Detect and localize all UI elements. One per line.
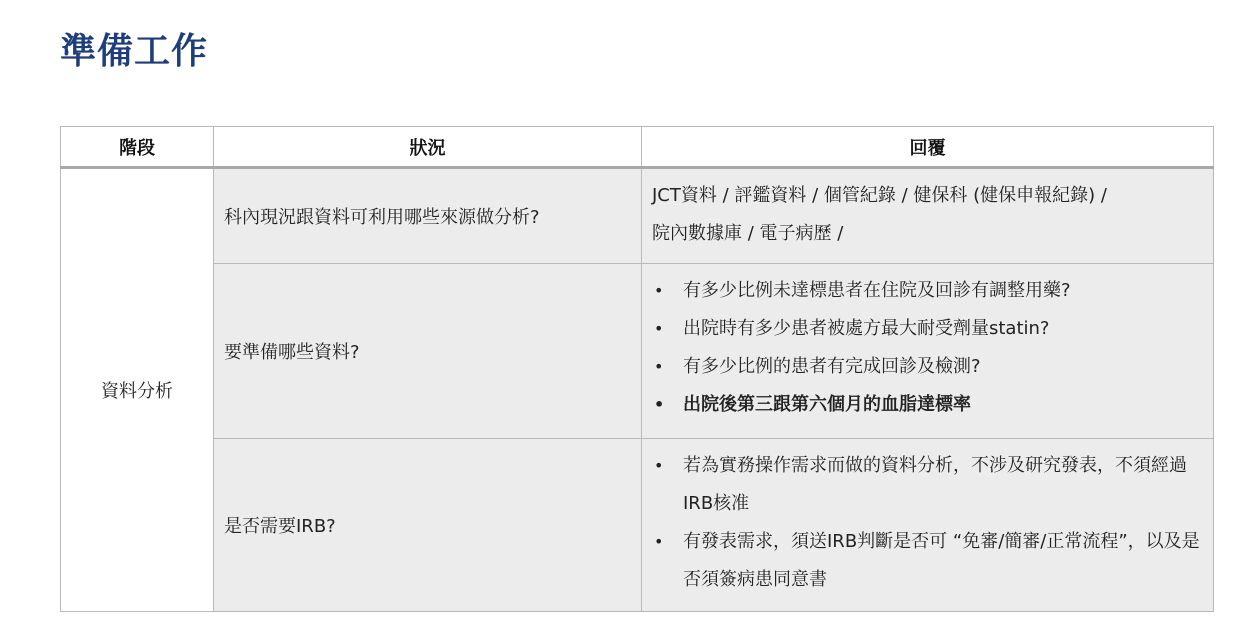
reply-cell [642, 439, 1214, 612]
reply-line: JCT資料 / 評鑑資料 / 個管紀錄 / 健保科 (健保申報紀錄) / [652, 185, 1107, 206]
bullet-dot-icon: • [654, 456, 664, 475]
status-cell: 要準備哪些資料? [214, 264, 642, 439]
list-item: • 出院後第三跟第六個月的血脂達標率 [652, 386, 1203, 424]
list-item: • 有發表需求，須送IRB判斷是否可 “免審/簡審/正常流程”，以及是否須簽病患同意書 [652, 523, 1203, 599]
reply-bullet-list [652, 447, 1203, 599]
status-cell: 科內現況跟資料可利用哪些來源做分析? [214, 168, 642, 264]
header-reply: 回覆 [642, 127, 1214, 168]
reply-line: 院內數據庫 / 電子病歷 / [652, 223, 844, 244]
header-status: 狀況 [214, 127, 642, 168]
list-item: • 若為實務操作需求而做的資料分析，不涉及研究發表，不須經過IRB核准 [652, 447, 1203, 523]
table-row [61, 168, 1214, 264]
bullet-dot-icon: • [654, 357, 664, 376]
reply-cell [642, 264, 1214, 439]
header-stage: 階段 [61, 127, 214, 168]
page-title: 準備工作 [60, 31, 209, 72]
bullet-dot-icon: • [654, 281, 664, 300]
table-row [61, 264, 1214, 439]
table-header-row [61, 127, 1214, 168]
stage-cell: 資料分析 [61, 168, 214, 612]
list-item: • 有多少比例的患者有完成回診及檢測? [652, 348, 1203, 386]
bullet-dot-icon: • [654, 532, 664, 551]
list-item: • 有多少比例未達標患者在住院及回診有調整用藥? [652, 272, 1203, 310]
status-cell: 是否需要IRB? [214, 439, 642, 612]
reply-bullet-list [652, 272, 1203, 424]
table-row [61, 439, 1214, 612]
list-item: • 出院時有多少患者被處方最大耐受劑量statin? [652, 310, 1203, 348]
preparation-table [60, 126, 1214, 612]
bullet-dot-icon: • [654, 395, 665, 414]
bullet-dot-icon: • [654, 319, 664, 338]
reply-cell [642, 168, 1214, 264]
